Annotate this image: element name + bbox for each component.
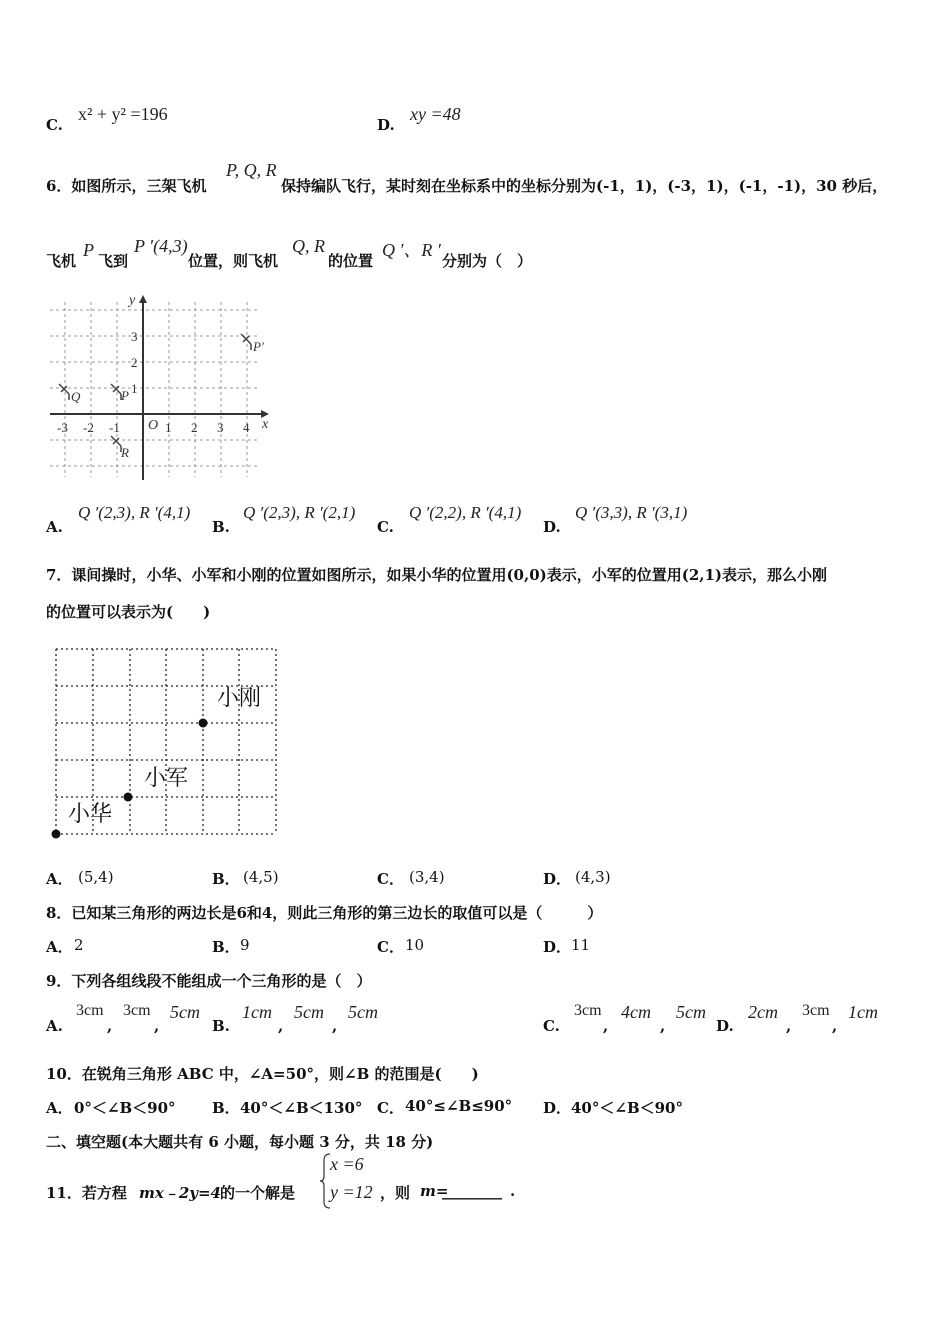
comma: , — [154, 1017, 160, 1035]
q9-d-val2: 3cm — [802, 1002, 830, 1019]
x-tick-label: 2 — [191, 420, 198, 435]
q11-text-b: 的一个解是 — [220, 1184, 296, 1202]
x-tick-label: -1 — [109, 420, 120, 435]
q11-text-c: ，则 — [380, 1184, 411, 1202]
q9-a-val3: 5cm — [170, 1002, 200, 1022]
q6-qr: Q, R — [292, 236, 325, 256]
q9-c-val1: 3cm — [574, 1002, 602, 1019]
comma: , — [832, 1017, 838, 1035]
y-tick-label: 3 — [131, 329, 138, 344]
plane-label: Q — [71, 389, 81, 404]
q9-a-val1: 3cm — [76, 1002, 104, 1019]
x-tick-label: 4 — [243, 420, 250, 435]
q10-option-c-label: C． — [377, 1099, 404, 1117]
q10-option-d-label: D． — [543, 1099, 572, 1117]
x-axis-label: x — [262, 417, 269, 432]
plane-p-icon — [111, 384, 121, 400]
q6-option-c-label: C. — [377, 518, 394, 536]
q5-option-c-label: C. — [46, 116, 63, 134]
q5-option-d-label: D. — [377, 116, 395, 134]
plane-label: P' — [253, 339, 264, 354]
q11-equation: mx﹣2y=4 — [139, 1184, 221, 1202]
q9-option-b-label: B. — [212, 1017, 230, 1035]
y-tick-label: 1 — [131, 381, 138, 396]
q6-option-a-value: Q ′(2,3), R ′(4,1) — [78, 503, 191, 522]
q6-option-b-label: B. — [212, 518, 230, 536]
q6-line2-e: 分别为（ ） — [442, 252, 533, 270]
q6-p-prime: P ′(4,3) — [134, 236, 188, 256]
q9-d-val1: 2cm — [748, 1002, 778, 1022]
q9-a-val2: 3cm — [123, 1002, 151, 1019]
q9-d-val3: 1cm — [848, 1002, 878, 1022]
q6-p: P — [83, 240, 94, 260]
q6-option-d-value: Q ′(3,3), R ′(3,1) — [575, 503, 688, 522]
q9-option-d-label: D. — [716, 1017, 734, 1035]
q9-c-val2: 4cm — [621, 1002, 651, 1022]
q10-option-a-value: 0°＜∠B＜90° — [74, 1099, 176, 1117]
q8-option-c-value: 10 — [405, 936, 425, 954]
q7-option-b-label: B． — [212, 870, 240, 888]
q10-option-a-label: A． — [46, 1099, 73, 1117]
x-tick-label: -2 — [83, 420, 94, 435]
comma: , — [107, 1017, 113, 1035]
q9-c-val3: 5cm — [676, 1002, 706, 1022]
xiaogang-point — [199, 719, 208, 728]
q5-option-d-math: xy =48 — [410, 104, 461, 124]
q10-option-b-value: 40°＜∠B＜130° — [240, 1099, 363, 1117]
q9-option-c-label: C. — [543, 1017, 560, 1035]
q8-option-d-label: D． — [543, 938, 572, 956]
q9-b-val3: 5cm — [348, 1002, 378, 1022]
plane-label: P — [121, 388, 129, 403]
q6-option-b-value: Q ′(2,3), R ′(2,1) — [243, 503, 356, 522]
q6-option-a-label: A. — [46, 518, 63, 536]
q6-option-c-value: Q ′(2,2), R ′(4,1) — [409, 503, 522, 522]
q11-answer-blank[interactable]: ________ — [442, 1182, 502, 1200]
q6-text1: 保持编队飞行，某时刻在坐标系中的坐标分别为(-1，1)，(-3，1)，(-1，-1)，30 秒后， — [281, 177, 888, 195]
q7-text-line2: 的位置可以表示为( ) — [46, 603, 211, 621]
plane-q-icon — [59, 384, 69, 400]
q8-option-d-value: 11 — [571, 936, 591, 954]
section-2-heading: 二、填空题(本大题共有 6 小题，每小题 3 分，共 18 分) — [46, 1133, 434, 1151]
q10-option-d-value: 40°＜∠B＜90° — [571, 1099, 683, 1117]
q5-option-c-math: x² + y² =196 — [78, 104, 168, 124]
q10-option-c-value: 40°≤∠B≤90° — [405, 1097, 513, 1115]
q6-line2-c: 位置，则飞机 — [188, 252, 279, 270]
comma: , — [332, 1017, 338, 1035]
x-tick-label: -3 — [57, 420, 68, 435]
q9-b-val1: 1cm — [242, 1002, 272, 1022]
q7-option-b-value: (4,5) — [243, 868, 279, 886]
q11-period: . — [510, 1182, 516, 1200]
x-tick-label: 3 — [217, 420, 224, 435]
q9-b-val2: 5cm — [294, 1002, 324, 1022]
comma: , — [603, 1017, 609, 1035]
q8-option-c-label: C． — [377, 938, 404, 956]
q10-text: 10．在锐角三角形 ABC 中，∠A=50°，则∠B 的范围是( ) — [46, 1065, 479, 1083]
q6-line2-b: 飞到 — [98, 252, 129, 270]
q8-option-a-value: 2 — [74, 936, 84, 954]
q7-option-d-label: D． — [543, 870, 572, 888]
comma: , — [786, 1017, 792, 1035]
q6-line2-d: 的位置 — [328, 252, 374, 270]
q6-qr-prime: Q ′、R ′ — [382, 240, 441, 260]
xiaohua-label: 小华 — [68, 801, 113, 826]
q6-intro: 6．如图所示，三架飞机 — [46, 177, 207, 195]
q10-option-b-label: B． — [212, 1099, 240, 1117]
plane-label: R — [121, 445, 129, 460]
q11-system-eq2: y =12 — [330, 1182, 373, 1202]
q7-option-a-value: (5,4) — [78, 868, 114, 886]
q7-text-line1: 7．课间操时，小华、小军和小刚的位置如图所示，如果小华的位置用(0,0)表示，小军的位置用(2,1)表示，那么小刚 — [46, 566, 828, 584]
comma: , — [660, 1017, 666, 1035]
q6-coordinate-graph — [45, 292, 275, 482]
q8-text: 8．已知某三角形的两边长是6和4，则此三角形的第三边长的取值可以是（ ） — [46, 904, 603, 922]
q7-option-c-value: (3,4) — [409, 868, 445, 886]
comma: , — [278, 1017, 284, 1035]
xiaojun-label: 小军 — [144, 765, 189, 790]
q8-option-b-label: B． — [212, 938, 240, 956]
q7-grid-figure — [50, 645, 282, 842]
q11-system-eq1: x =6 — [330, 1154, 364, 1174]
xiaogang-label: 小刚 — [217, 685, 262, 710]
q6-pqr: P, Q, R — [226, 160, 277, 180]
y-tick-label: 2 — [131, 355, 138, 370]
xiaohua-point — [52, 830, 61, 839]
q11-text-a: 11．若方程 — [46, 1184, 127, 1202]
q9-option-a-label: A. — [46, 1017, 63, 1035]
q6-line2-a: 飞机 — [46, 252, 77, 270]
q7-option-a-label: A． — [46, 870, 73, 888]
q7-option-c-label: C． — [377, 870, 404, 888]
q6-option-d-label: D. — [543, 518, 561, 536]
xiaojun-point — [124, 793, 133, 802]
y-axis-label: y — [129, 293, 136, 308]
q8-option-b-value: 9 — [240, 936, 250, 954]
origin-label: O — [148, 418, 159, 433]
q9-text: 9．下列各组线段不能组成一个三角形的是（ ） — [46, 972, 372, 990]
x-tick-label: 1 — [165, 420, 172, 435]
q11-m: m= — [420, 1182, 449, 1200]
plane-r-icon — [111, 436, 121, 452]
q8-option-a-label: A． — [46, 938, 73, 956]
q7-option-d-value: (4,3) — [575, 868, 611, 886]
